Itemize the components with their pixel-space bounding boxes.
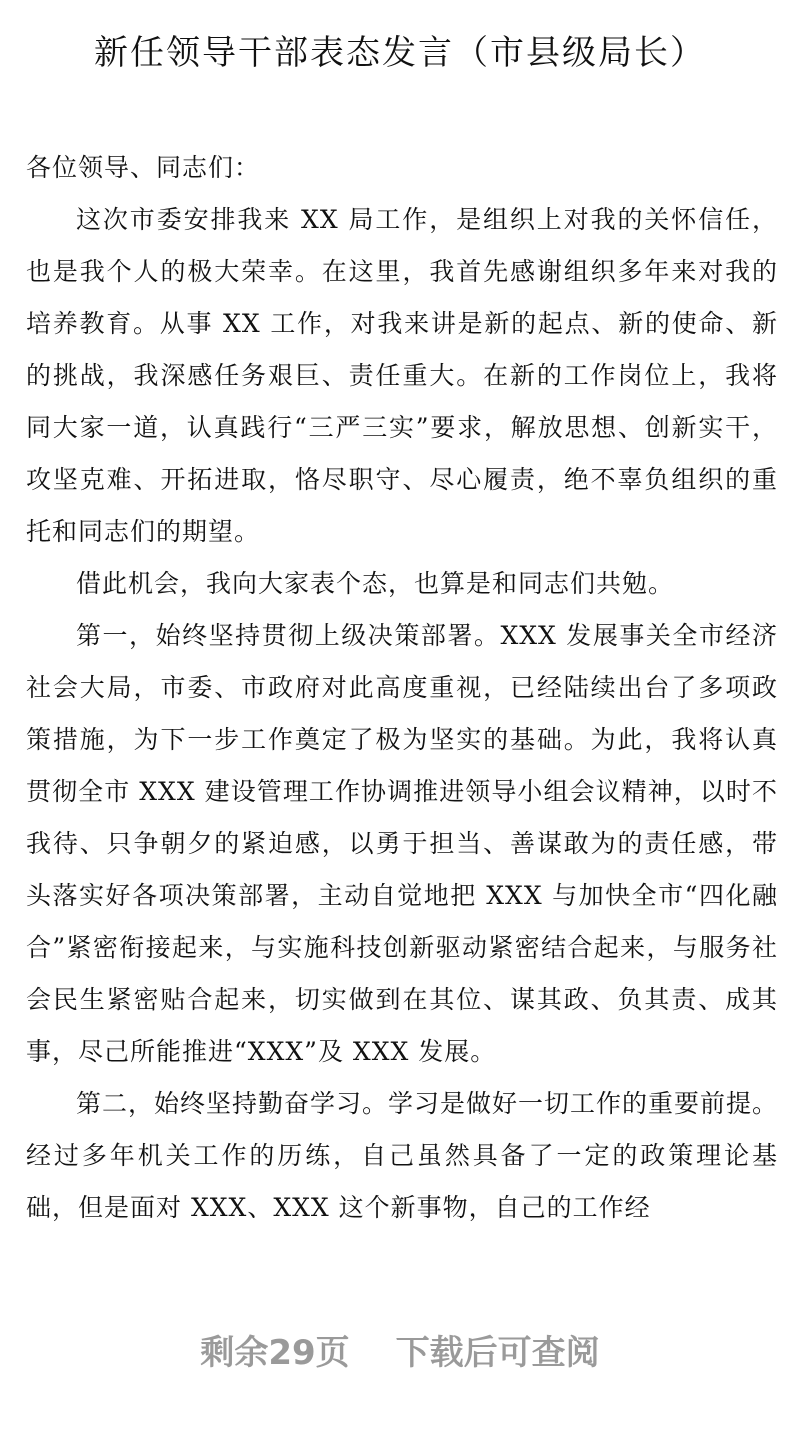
download-hint-label: 下载后可查阅 bbox=[395, 1333, 600, 1373]
download-banner[interactable] bbox=[0, 1328, 800, 1378]
document-body bbox=[26, 142, 778, 1234]
paragraph-intro: 这次市委安排我来 XX 局工作，是组织上对我的关怀信任，也是我个人的极大荣幸。在这里，我首先感谢组织多年来对我的培养教育。从事 XX 工作，对我来讲是新的起点、新的使命、新的挑战，我深感任务艰巨、责任重大。在新的工作岗位上，我将同大家一道，认真践行“三严三实”要求，解放思想、创新实干，攻坚克难、开拓进取，恪尽职守、尽心履责，绝不辜负组织的重托和同志们的期望。 bbox=[26, 205, 778, 546]
remaining-pages-label: 剩余29页 bbox=[200, 1333, 350, 1373]
paragraph-transition: 借此机会，我向大家表个态，也算是和同志们共勉。 bbox=[76, 569, 675, 598]
paragraph-point-two: 第二，始终坚持勤奋学习。学习是做好一切工作的重要前提。经过多年机关工作的历练，自己虽然具备了一定的政策理论基础，但是面对 XXX、XXX 这个新事物，自己的工作经 bbox=[26, 1089, 779, 1222]
document-title: 新任领导干部表态发言（市县级局长） bbox=[94, 33, 706, 73]
paragraph-point-one: 第一，始终坚持贯彻上级决策部署。XXX 发展事关全市经济社会大局，市委、市政府对此高度重视，已经陆续出台了多项政策措施，为下一步工作奠定了极为坚实的基础。为此，我将认真贯彻全市 XXX 建设管理工作协调推进领导小组会议精神，以时不我待、只争朝夕的紧迫感，以勇于担当、善谋敢为的责任感，带头落实好各项决策部署，主动自觉地把 XXX 与加快全市“四化融合”紧密衔接起来，与实施科技创新驱动紧密结合起来，与服务社会民生紧密贴合起来，切实做到在其位、谋其政、负其责、成其事，尽己所能推进“XXX”及 XXX 发展。 bbox=[26, 621, 778, 1066]
salutation: 各位领导、同志们： bbox=[26, 153, 261, 182]
